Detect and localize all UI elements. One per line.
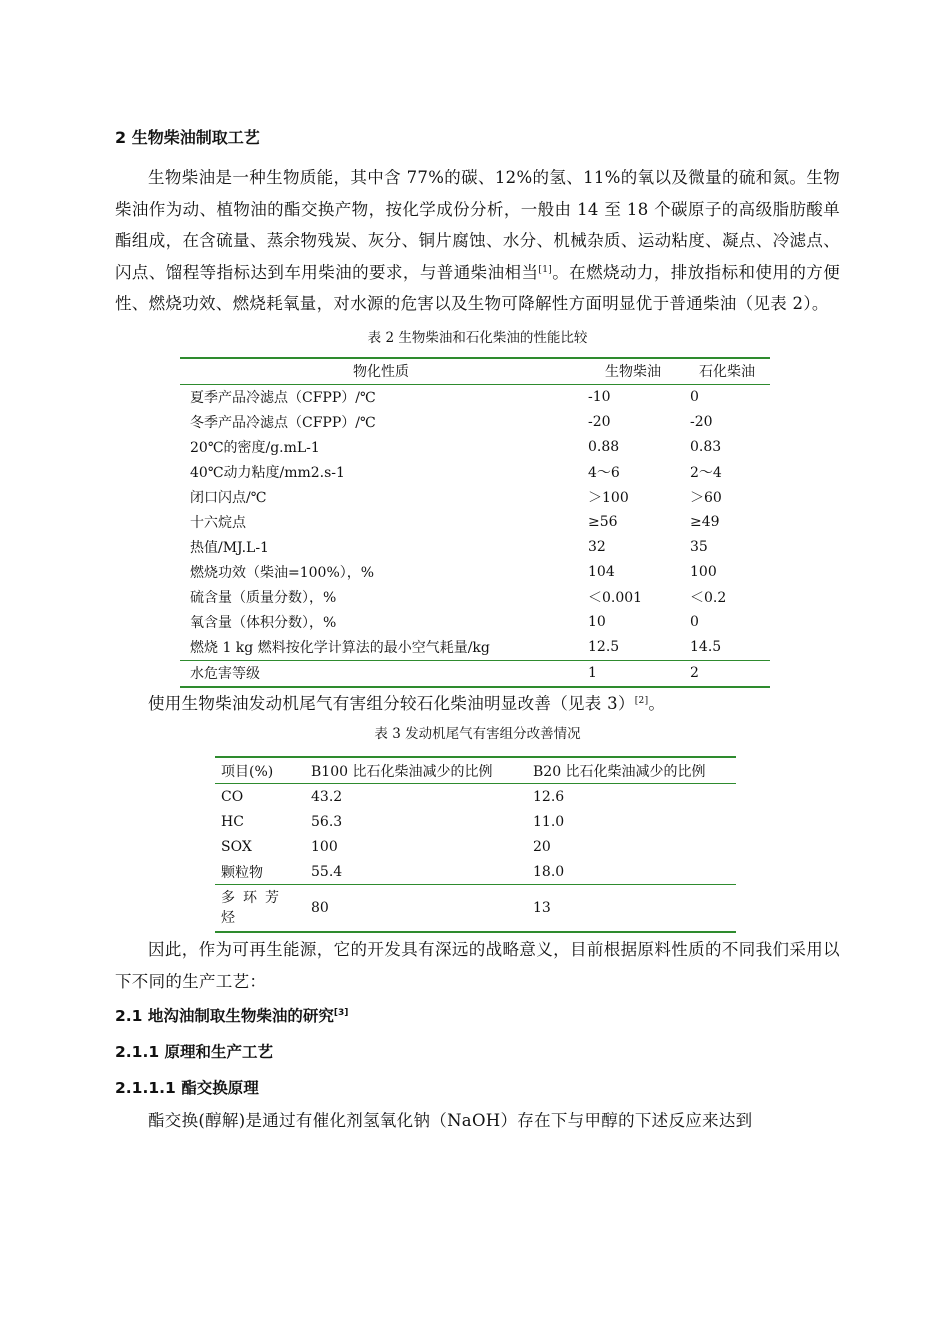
table-row — [180, 384, 770, 410]
table-row — [215, 859, 736, 885]
table-cell: ＞100 — [588, 490, 629, 506]
table-cell: -20 — [588, 414, 611, 430]
table-header-row — [180, 358, 770, 385]
table-header-cell: 生物柴油 — [582, 358, 684, 385]
table-row — [180, 535, 770, 560]
table-cell: 热值/MJ.L-1 — [190, 540, 269, 556]
table-cell: 104 — [588, 564, 615, 580]
table-row — [180, 485, 770, 510]
table-cell: 20℃的密度/g.mL-1 — [190, 440, 320, 456]
table-cell: 氧含量（体积分数），% — [190, 615, 337, 631]
table-cell: 燃烧 1 kg 燃料按化学计算法的最小空气耗量/kg — [180, 635, 582, 661]
table-cell: 2～4 — [690, 465, 722, 481]
table-cell: 10 — [588, 614, 606, 630]
property-comparison-table — [180, 357, 770, 688]
paragraph-intro: 生物柴油是一种生物质能，其中含 77%的碳、12%的氢、11%的氧以及微量的硫和氮。生物柴油作为动、植物油的酯交换产物，按化学成份分析，一般由 14 至 18 个碳原子的高级脂肪酸单酯组成，在含硫量、蒸余物残炭、灰分、铜片腐蚀、水分、机械杂质、运动粘度、凝点、冷滤点、闪点、馏程等指标达到车用柴油的要求，与普通柴油相当[1]。在燃烧动力，排放指标和使用的方便性、燃烧功效、燃烧耗氧量，对水源的危害以及生物可降解性方面明显优于普通柴油（见表 2）。 — [115, 168, 840, 313]
table-row — [180, 660, 770, 687]
table-cell: 20 — [533, 838, 551, 855]
table-cell: ＞60 — [690, 490, 722, 506]
table-cell: 2 — [690, 665, 699, 681]
table-cell: 水危害等级 — [190, 666, 260, 682]
table-header-cell: B100 比石化柴油减少的比例 — [305, 757, 527, 784]
table-row — [180, 560, 770, 585]
table-cell: 十六烷点 — [190, 515, 246, 531]
exhaust-improvement-table — [215, 756, 736, 933]
table-cell: 100 — [690, 564, 717, 580]
paragraph-conclusion: 因此，作为可再生能源，它的开发具有深远的战略意义，目前根据原料性质的不同我们采用以下不同的生产工艺： — [115, 940, 840, 991]
table-cell: ≥56 — [588, 514, 618, 530]
table-row — [180, 460, 770, 485]
table-cell: 43.2 — [311, 788, 343, 805]
table-cell: 燃烧功效（柴油=100%），% — [190, 565, 375, 581]
table-cell: 40℃动力粘度/mm2.s-1 — [190, 465, 345, 481]
section-heading: 2.1.1 原理和生产工艺 — [115, 1043, 274, 1061]
citation-ref: [1] — [538, 264, 553, 275]
table-cell: 12.5 — [582, 635, 684, 661]
table-header-cell: B20 比石化柴油减少的比例 — [527, 757, 736, 784]
table-cell: 颗粒物 — [215, 859, 305, 885]
table-row — [180, 635, 770, 661]
table-header-cell: 项目(%) — [215, 757, 305, 784]
table-row — [180, 510, 770, 535]
table-row — [215, 809, 736, 834]
table-header-row — [215, 757, 736, 784]
table-cell: ＜0.001 — [588, 590, 643, 606]
table-header-cell: 物化性质 — [180, 358, 582, 385]
table-cell: 0.88 — [588, 439, 620, 455]
table-cell: ≥49 — [690, 514, 720, 530]
table-header-cell: 石化柴油 — [684, 358, 770, 385]
table-cell: 55.4 — [305, 859, 527, 885]
citation-ref: [3] — [333, 1008, 349, 1018]
table-cell: ＜0.2 — [690, 590, 727, 606]
table-cell: 13 — [533, 900, 551, 916]
table-row — [180, 410, 770, 435]
paragraph-exhaust: 使用生物柴油发动机尾气有害组分较石化柴油明显改善（见表 3）[2]。 — [148, 693, 666, 713]
table-caption: 表 2 生物柴油和石化柴油的性能比较 — [367, 329, 588, 346]
table-cell: 14.5 — [684, 635, 770, 661]
table-row — [215, 885, 736, 933]
table-cell: -10 — [588, 389, 611, 405]
section-heading: 2.1.1.1 酯交换原理 — [115, 1079, 259, 1097]
table-cell: 1 — [588, 665, 597, 681]
table-cell: 80 — [311, 900, 329, 916]
table-cell: 35 — [690, 539, 708, 555]
paragraph-transesterification: 酯交换(醇解)是通过有催化剂氢氧化钠（NaOH）存在下与甲醇的下述反应来达到 — [148, 1111, 753, 1130]
table-cell: 硫含量（质量分数），% — [190, 590, 337, 606]
table-caption: 表 3 发动机尾气有害组分改善情况 — [374, 726, 581, 742]
table-cell: 0 — [690, 389, 699, 405]
table-cell: -20 — [690, 414, 713, 430]
table-cell: 32 — [588, 539, 606, 555]
table-cell: CO — [221, 788, 244, 805]
table-cell: 夏季产品冷滤点（CFPP）/℃ — [190, 390, 376, 406]
section-heading: 2.1 地沟油制取生物柴油的研究[3] — [115, 1007, 349, 1025]
table-cell: 18.0 — [527, 859, 736, 885]
table-cell: 100 — [311, 838, 338, 855]
table-row — [215, 784, 736, 810]
table-cell: 56.3 — [311, 813, 343, 830]
table-cell: 多环芳烃 — [221, 890, 287, 926]
table-cell: 4～6 — [588, 465, 620, 481]
citation-ref: [2] — [634, 695, 649, 706]
table-cell: 冬季产品冷滤点（CFPP）/℃ — [190, 415, 376, 431]
table-row — [215, 834, 736, 859]
table-cell: 闭口闪点/℃ — [190, 490, 267, 506]
table-cell: 0.83 — [690, 439, 722, 455]
table-cell: 11.0 — [533, 813, 565, 830]
table-row — [180, 610, 770, 635]
table-cell: SOX — [221, 838, 252, 855]
table-row — [180, 585, 770, 610]
document-page — [115, 118, 840, 1137]
table-cell: 0 — [690, 614, 699, 630]
table-cell: HC — [221, 813, 244, 830]
table-cell: 12.6 — [533, 788, 565, 805]
section-heading: 2 生物柴油制取工艺 — [115, 128, 260, 147]
table-row — [180, 435, 770, 460]
